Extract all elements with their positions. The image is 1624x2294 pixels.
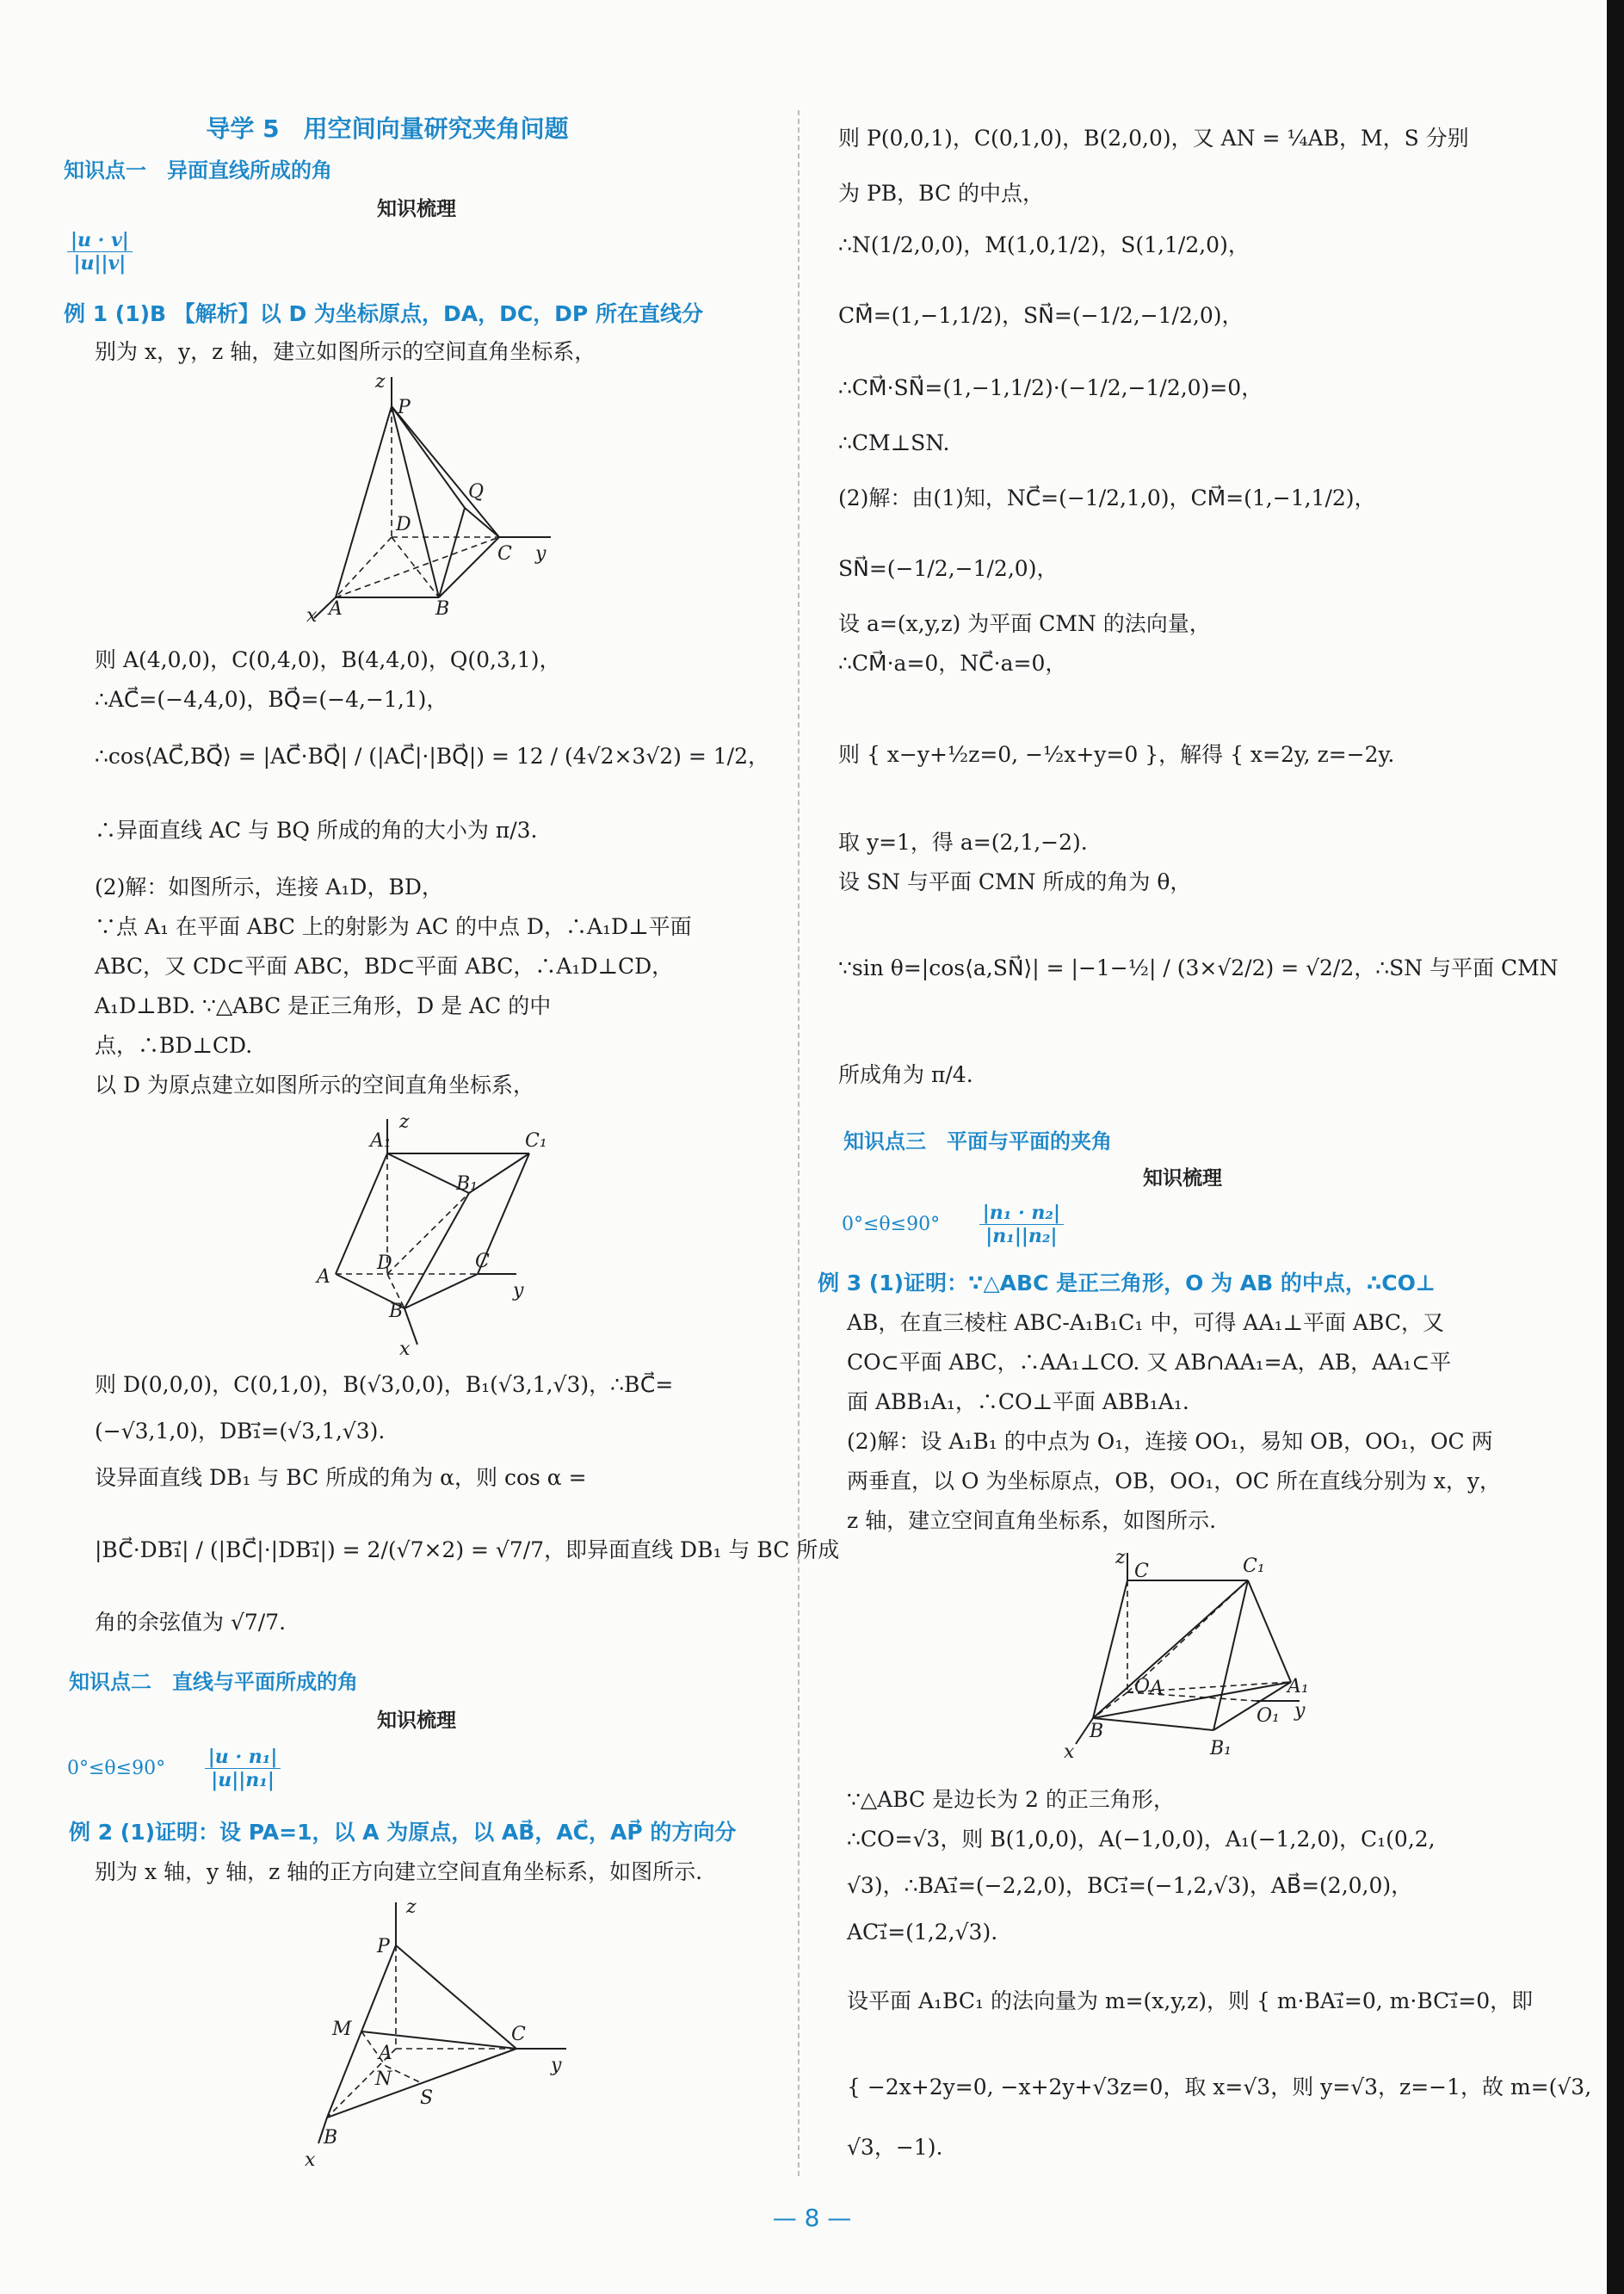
example2-right-line8: SN⃗=(−1/2,−1/2,0)， [838, 556, 1059, 581]
fig4-label-x: x [1064, 1741, 1075, 1763]
example2-right-line7: (2)解：由(1)知，NC⃗=(−1/2,1,0)，CM⃗=(1,−1,1/2)， [838, 485, 1376, 510]
example3-line3: CO⊂平面 ABC，∴AA₁⊥CO. 又 AB∩AA₁=A，AB，AA₁⊂平 [847, 1350, 1452, 1375]
fig4-label-z: z [1115, 1547, 1126, 1568]
fig4-label-C: C [1134, 1561, 1149, 1582]
fig1-label-Q: Q [468, 481, 485, 503]
example3-line7: z 轴，建立空间直角坐标系，如图所示. [847, 1508, 1217, 1533]
fig3-label-M: M [332, 2019, 352, 2040]
fig1-label-A: A [329, 598, 343, 620]
example2-right-line6: ∴CM⊥SN. [838, 430, 950, 455]
kp3-formula: 0°≤θ≤90° $\frac{\text{|n₁ · n₂|}}{\text{|n₁||n₂|}}$ [842, 1202, 1064, 1247]
kp3-subheading: 知识梳理 [1143, 1167, 1222, 1190]
fig3-label-B: B [324, 2127, 338, 2149]
figure-prism-2 [310, 1110, 568, 1360]
example1-line9: ABC，又 CD⊂平面 ABC，BD⊂平面 ABC，∴A₁D⊥CD， [95, 954, 674, 979]
fig3-label-y: y [551, 2055, 562, 2076]
fig3-label-x: x [305, 2149, 316, 2171]
kp3-heading: 知识点三 平面与平面的夹角 [843, 1129, 1112, 1153]
example3-line8: ∵△ABC 是边长为 2 的正三角形， [847, 1787, 1175, 1812]
example1-line1: 例 1 (1)B 【解析】以 D 为坐标原点，DA，DC，DP 所在直线分 [64, 301, 703, 326]
fig4-label-A: A [1150, 1678, 1164, 1699]
example3-line14: √3，−1). [847, 2135, 943, 2160]
example3-line9: ∴CO=√3，则 B(1,0,0)，A(−1,0,0)，A₁(−1,2,0)，C₁(0,2, [847, 1827, 1436, 1852]
fig2-label-C: C [475, 1251, 490, 1272]
example2-right-line13: 设 SN 与平面 CMN 所成的角为 θ， [838, 869, 1192, 894]
example2-right-line12: 取 y=1，得 a=(2,1,−2). [838, 830, 1088, 855]
fig2-label-x: x [399, 1339, 411, 1360]
figure-tetra-3 [293, 1894, 585, 2178]
fig3-label-A: A [379, 2043, 392, 2064]
example1-line10: A₁D⊥BD. ∵△ABC 是正三角形，D 是 AC 的中 [95, 993, 552, 1018]
example3-line4: 面 ABB₁A₁，∴CO⊥平面 ABB₁A₁. [847, 1389, 1189, 1414]
fig2-label-z: z [399, 1111, 410, 1133]
kp1-subheading: 知识梳理 [377, 198, 456, 220]
fig2-label-C1: C₁ [525, 1130, 547, 1152]
example1-line8: ∵点 A₁ 在平面 ABC 上的射影为 AC 的中点 D，∴A₁D⊥平面 [95, 914, 692, 939]
fig4-label-C1: C₁ [1243, 1555, 1265, 1577]
fig4-label-B: B [1090, 1721, 1104, 1742]
example1-line13: 则 D(0,0,0)，C(0,1,0)，B(√3,0,0)，B₁(√3,1,√3)，∴BC⃗= [95, 1372, 674, 1397]
figure-pyramid-1 [293, 372, 568, 621]
example2-right-line9: 设 a=(x,y,z) 为平面 CMN 的法向量， [838, 611, 1211, 636]
example1-line5: ∴cos⟨AC⃗,BQ⃗⟩ = |AC⃗·BQ⃗| / (|AC⃗|·|BQ⃗|) = 12 / (4√2×3√2) = 1/2， [95, 744, 769, 769]
example1-line2: 别为 x，y，z 轴，建立如图所示的空间直角坐标系， [95, 339, 596, 364]
fig4-label-A1: A₁ [1287, 1676, 1309, 1697]
fig2-label-D: D [377, 1252, 392, 1274]
fig4-label-O1: O₁ [1257, 1705, 1280, 1727]
fig3-label-S: S [420, 2087, 434, 2109]
column-divider [798, 110, 800, 2176]
fig4-label-y: y [1294, 1700, 1306, 1722]
example1-line15: 设异面直线 DB₁ 与 BC 所成的角为 α，则 cos α = [95, 1465, 587, 1490]
fig1-label-x: x [306, 605, 318, 621]
kp1-heading: 知识点一 异面直线所成的角 [64, 158, 332, 182]
fig1-label-B: B [435, 598, 450, 620]
example1-line4: ∴AC⃗=(−4,4,0)，BQ⃗=(−4,−1,1)， [95, 687, 448, 712]
example1-line3: 则 A(4,0,0)，C(0,4,0)，B(4,4,0)，Q(0,3,1)， [95, 647, 561, 672]
example1-line17: 角的余弦值为 √7/7. [95, 1610, 287, 1635]
example3-line12: 设平面 A₁BC₁ 的法向量为 m=(x,y,z)，则 { m·BA₁⃗=0, m·BC₁⃗=0，即 [847, 1988, 1534, 2013]
example2-right-line10: ∴CM⃗·a=0，NC⃗·a=0， [838, 651, 1067, 676]
example1-line12: 以 D 为原点建立如图所示的空间直角坐标系， [95, 1073, 534, 1098]
example2-line2: 别为 x 轴，y 轴，z 轴的正方向建立空间直角坐标系，如图所示. [95, 1859, 703, 1884]
figure-prism-4 [1041, 1546, 1325, 1770]
example3-line10: √3)，∴BA₁⃗=(−2,2,0)，BC₁⃗=(−1,2,√3)，AB⃗=(2,0,0)， [847, 1873, 1413, 1898]
example2-right-line3: ∴N(1/2,0,0)，M(1,0,1/2)，S(1,1/2,0)， [838, 232, 1250, 257]
fig4-label-O: O [1134, 1676, 1151, 1697]
example3-line2: AB，在直三棱柱 ABC-A₁B₁C₁ 中，可得 AA₁⊥平面 ABC，又 [847, 1310, 1444, 1335]
example3-line5: (2)解：设 A₁B₁ 的中点为 O₁，连接 OO₁，易知 OB，OO₁，OC 两 [847, 1429, 1493, 1454]
example2-right-line15: 所成角为 π/4. [838, 1062, 973, 1087]
example1-line16: |BC⃗·DB₁⃗| / (|BC⃗|·|DB₁⃗|) = 2/(√7×2) = √7/7，即异面直线 DB₁ 与 BC 所成 [95, 1537, 840, 1562]
fig2-label-y: y [513, 1280, 524, 1302]
page-title: 导学 5 用空间向量研究夹角问题 [206, 114, 569, 143]
example2-right-line14: ∵sin θ=|cos⟨a,SN⃗⟩| = |−1−½| / (3×√2/2) = √2/2，∴SN 与平面 CMN [838, 955, 1559, 980]
fig4-label-B1: B₁ [1210, 1738, 1232, 1759]
kp2-subheading: 知识梳理 [377, 1710, 456, 1732]
example2-line1: 例 2 (1)证明：设 PA=1，以 A 为原点，以 AB⃗，AC⃗，AP⃗ 的方向分 [69, 1820, 737, 1845]
fig1-label-C: C [497, 543, 512, 565]
fig3-label-P: P [377, 1936, 390, 1957]
fig2-label-A1: A₁ [370, 1130, 392, 1152]
kp1-formula: $\frac{|u \cdot v|}{|u||v|}$ [67, 229, 133, 275]
fig3-label-z: z [406, 1896, 417, 1918]
example2-right-line2: 为 PB，BC 的中点， [838, 181, 1045, 206]
scan-edge [1607, 0, 1624, 2294]
fig3-label-C: C [511, 2024, 526, 2045]
fig2-label-A: A [317, 1266, 330, 1288]
example1-line6: ∴异面直线 AC 与 BQ 所成的角的大小为 π/3. [95, 818, 538, 843]
example2-right-line4: CM⃗=(1,−1,1/2)，SN⃗=(−1/2,−1/2,0)， [838, 303, 1244, 328]
example2-right-line5: ∴CM⃗·SN⃗=(1,−1,1/2)·(−1/2,−1/2,0)=0， [838, 375, 1263, 400]
fig1-label-z: z [375, 372, 386, 393]
example3-line13: { −2x+2y=0, −x+2y+√3z=0，取 x=√3，则 y=√3，z=−1，故 m=(√3, [847, 2074, 1592, 2099]
kp2-formula: 0°≤θ≤90° $\frac{\text{|u · n₁|}}{\text{|u||n₁|}}$ [67, 1746, 281, 1791]
fig2-label-B: B [389, 1301, 404, 1322]
example2-right-line1: 则 P(0,0,1)，C(0,1,0)，B(2,0,0)，又 AN = ¼AB，M，S 分别 [838, 126, 1469, 151]
example3-line6: 两垂直，以 O 为坐标原点，OB，OO₁，OC 所在直线分别为 x，y， [847, 1469, 1502, 1493]
kp2-heading: 知识点二 直线与平面所成的角 [69, 1670, 358, 1694]
example1-line14: (−√3,1,0)，DB₁⃗=(√3,1,√3). [95, 1419, 386, 1444]
fig3-label-N: N [375, 2068, 392, 2090]
fig1-label-y: y [535, 543, 546, 565]
fig2-label-B1: B₁ [456, 1173, 478, 1195]
example2-right-line11: 则 { x−y+½z=0, −½x+y=0 }，解得 { x=2y, z=−2y. [838, 742, 1395, 767]
fig1-label-D: D [396, 514, 411, 535]
example1-line7: (2)解：如图所示，连接 A₁D，BD， [95, 875, 443, 900]
page-number: — 8 — [772, 2204, 852, 2232]
example1-line11: 点，∴BD⊥CD. [95, 1033, 253, 1058]
fig1-label-P: P [398, 397, 411, 418]
example3-line1: 例 3 (1)证明：∵△ABC 是正三角形，O 为 AB 的中点，∴CO⊥ [818, 1271, 1436, 1295]
example3-line11: AC₁⃗=(1,2,√3). [847, 1920, 998, 1945]
